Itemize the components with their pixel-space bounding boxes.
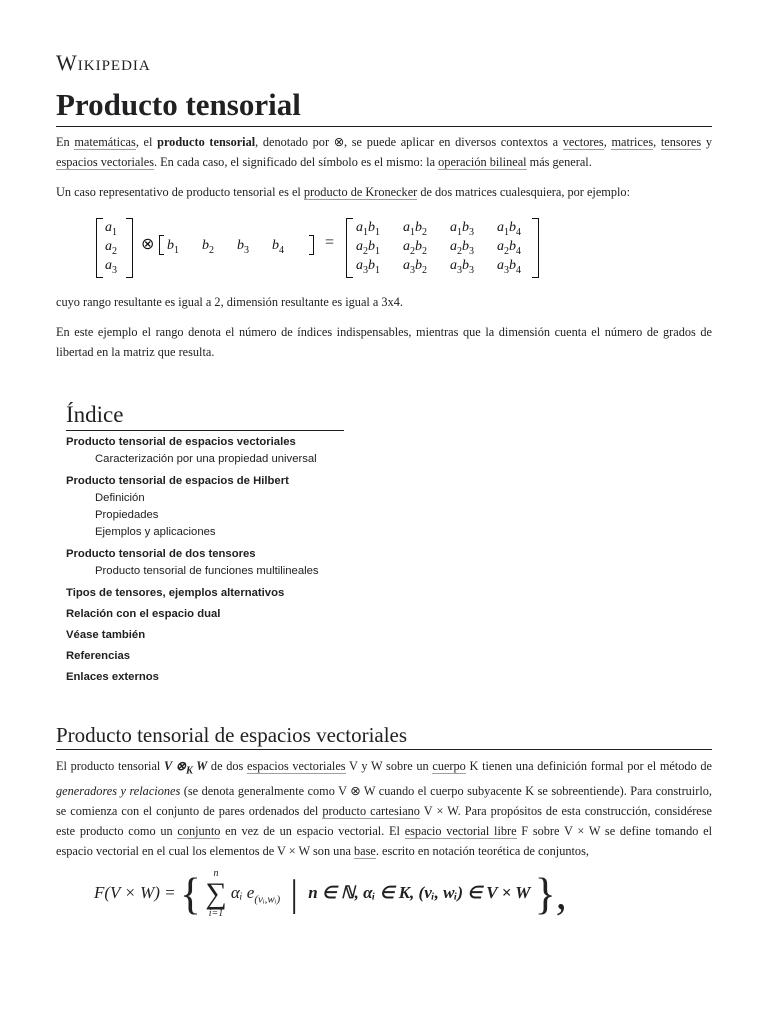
free-space-formula — [94, 868, 567, 920]
matrix-cell: $b_1$ — [167, 238, 179, 256]
wikipedia-wordmark[interactable]: Wikipedia — [56, 50, 151, 75]
matrix-cell: $a_3b_4$ — [497, 258, 521, 276]
row-left-bracket — [159, 235, 164, 255]
equals-symbol: = — [325, 234, 335, 251]
text: , denotado por ⊗, se puede aplicar en diversos contextos a — [255, 135, 563, 149]
link-matrices[interactable]: matrices — [611, 135, 654, 149]
matrix-cell: $b_4$ — [272, 238, 284, 256]
bold-term: producto tensorial — [157, 135, 256, 149]
text: en vez de un espacio vectorial. El — [220, 824, 405, 839]
sum-upper: n — [213, 868, 219, 879]
italic-term: generadores y relaciones — [56, 784, 181, 799]
link-operacion-bilineal[interactable]: operación bilineal — [438, 155, 527, 169]
text: . En cada caso, el significado del símbolo es el mismo: la — [154, 155, 439, 169]
toc-item[interactable]: Ejemplos y aplicaciones — [95, 526, 216, 538]
text: , el — [135, 135, 158, 149]
text: K tienen una definición formal por el método de — [465, 759, 713, 773]
link-cuerpo[interactable]: cuerpo — [432, 759, 466, 773]
text: , — [653, 135, 661, 149]
text: de dos matrices cualesquiera, por ejemplo: — [417, 185, 630, 199]
toc-item[interactable]: Relación con el espacio dual — [66, 608, 221, 620]
toc-title: Índice — [66, 400, 344, 431]
text: V × W. Para propósitos de esta construcción, considérese este producto como un — [56, 804, 712, 839]
text: y — [701, 135, 712, 149]
link-espacios-vectoriales-2[interactable]: espacios vectoriales — [246, 759, 346, 773]
matrix-cell: $a_1b_4$ — [497, 220, 521, 238]
otimes-symbol: ⊗ — [141, 236, 155, 253]
math-text: W — [192, 759, 208, 773]
matrix-cell: $b_2$ — [202, 238, 214, 256]
matrix-cell: $a_1b_1$ — [356, 220, 380, 238]
toc-item[interactable]: Caracterización por una propiedad universal — [95, 453, 317, 465]
matrix-cell: $a_2b_3$ — [450, 239, 474, 257]
matrix-cell: $b_3$ — [237, 238, 249, 256]
intro-paragraph — [56, 132, 712, 172]
kronecker-example — [96, 214, 556, 280]
math-text: V ⊗ — [164, 759, 186, 773]
toc-item[interactable]: Tipos de tensores, ejemplos alternativos — [66, 587, 285, 599]
matrix-cell: $a_2b_1$ — [356, 239, 380, 257]
result-left-bracket — [346, 218, 353, 278]
such-that-bar: | — [290, 873, 298, 915]
matrix-cell: $a_2$ — [105, 239, 117, 257]
link-matematicas[interactable]: matemáticas — [74, 135, 136, 149]
link-espacio-vectorial-libre[interactable]: espacio vectorial libre — [404, 824, 517, 839]
summation — [205, 868, 226, 920]
link-tensores[interactable]: tensores — [660, 135, 702, 149]
math-sub: K — [186, 765, 193, 777]
result-right-bracket — [532, 218, 539, 278]
toc-item[interactable]: Producto tensorial de espacios vectoriales — [66, 436, 296, 448]
open-brace: { — [179, 869, 202, 919]
page-title: Producto tensorial — [56, 86, 712, 127]
kronecker-paragraph — [56, 182, 712, 202]
text: En — [56, 135, 75, 149]
text: , — [603, 135, 612, 149]
toc-item[interactable]: Definición — [95, 492, 145, 504]
close-brace: }, — [534, 869, 567, 919]
matrix-cell: $a_3$ — [105, 258, 117, 276]
left-bracket — [96, 218, 103, 278]
toc-item[interactable]: Véase también — [66, 629, 146, 641]
rank-paragraph: cuyo rango resultante es igual a 2, dimensión resultante es igual a 3x4. — [56, 295, 403, 309]
sum-term: αᵢ e — [230, 882, 255, 902]
link-base[interactable]: base — [354, 844, 376, 859]
row-right-bracket — [309, 235, 314, 255]
matrix-cell: $a_3b_2$ — [403, 258, 427, 276]
matrix-cell: $a_1$ — [105, 220, 117, 238]
link-producto-cartesiano[interactable]: producto cartesiano — [322, 804, 420, 819]
text: El producto tensorial — [56, 759, 165, 773]
toc-item[interactable]: Producto tensorial de funciones multilineales — [95, 565, 319, 577]
formula-lhs: F(V × W) = — [94, 882, 176, 902]
sum-term-sub: (vᵢ,wᵢ) — [254, 893, 281, 906]
toc-item[interactable]: Producto tensorial de dos tensores — [66, 548, 256, 560]
link-espacios-vectoriales[interactable]: espacios vectoriales — [56, 155, 154, 169]
right-bracket — [126, 218, 133, 278]
formula-condition: n ∈ ℕ, αᵢ ∈ K, (vᵢ, wᵢ) ∈ V × W — [308, 882, 531, 902]
text: más general. — [526, 155, 592, 169]
matrix-cell: $a_2b_2$ — [403, 239, 427, 257]
link-producto-de-kronecker[interactable]: producto de Kronecker — [303, 185, 418, 199]
sum-lower: i=1 — [208, 908, 224, 919]
matrix-cell: $a_1b_3$ — [450, 220, 474, 238]
text: . escrito en notación teorética de conjuntos, — [375, 844, 589, 859]
section-paragraph — [56, 756, 712, 861]
toc-item[interactable]: Referencias — [66, 650, 131, 662]
text: Un caso representativo de producto tensorial es el — [56, 185, 304, 199]
math-inline — [164, 759, 208, 777]
toc-item[interactable]: Enlaces externos — [66, 671, 159, 683]
matrix-cell: $a_3b_3$ — [450, 258, 474, 276]
matrix-cell: $a_3b_1$ — [356, 258, 380, 276]
dimension-paragraph: En este ejemplo el rango denota el número de índices indispensables, mientras que la dimensión cuenta el número de grados de libertad en la matriz que resulta. — [56, 325, 712, 359]
text: (se denota generalmente como V ⊗ W cuando el cuerpo subyacente K se sobreentiende). Para construirlo, se comienza con el conjunto de pares ordenados del — [56, 784, 712, 819]
matrix-cell: $a_1b_2$ — [403, 220, 427, 238]
section-heading: Producto tensorial de espacios vectoriales — [56, 722, 712, 750]
sum-symbol: ∑ — [205, 877, 227, 910]
link-conjunto[interactable]: conjunto — [177, 824, 221, 839]
toc-item[interactable]: Producto tensorial de espacios de Hilbert — [66, 475, 289, 487]
text: de dos — [207, 759, 247, 773]
text: F sobre V × W se define tomando el espacio vectorial en el cual los elementos de V × W son una — [56, 824, 712, 859]
text: V y W sobre un — [345, 759, 433, 773]
matrix-cell: $a_2b_4$ — [497, 239, 521, 257]
toc-item[interactable]: Propiedades — [95, 509, 159, 521]
link-vectores[interactable]: vectores — [562, 135, 604, 149]
